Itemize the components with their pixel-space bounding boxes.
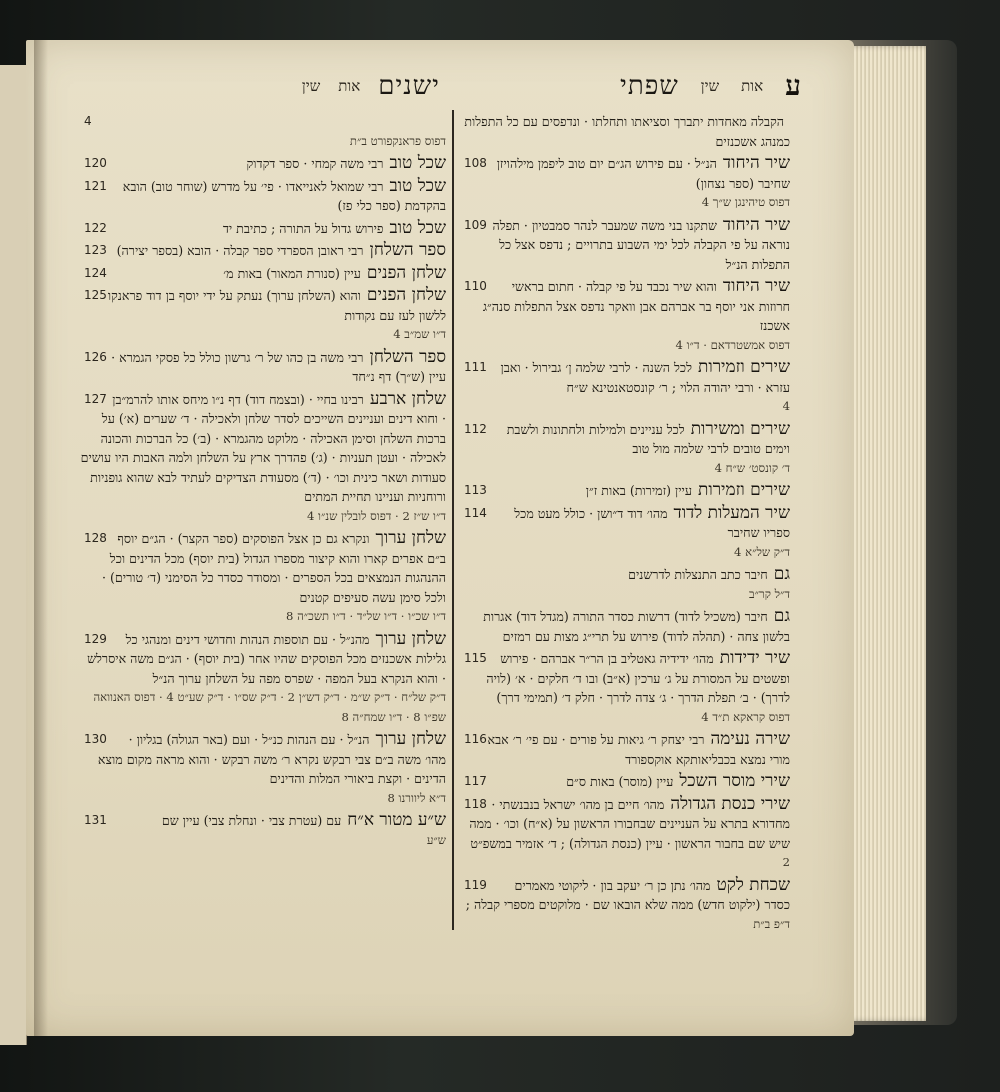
letter-label-left: אות: [338, 76, 361, 95]
catalog-entry: [460, 607, 790, 646]
entry-number: 113: [464, 483, 487, 497]
entry-description: פירוש גדול על התורה ; כתיבת יד: [222, 220, 384, 236]
entry-title: שיר ידידות: [719, 648, 790, 668]
entry-title: שכל טוב: [389, 217, 446, 238]
catalog-entry: [460, 504, 790, 563]
letter-name-left: שין: [301, 76, 321, 95]
entry-description: והוא (השלחן ערוך) נעתק על ידי יוסף בן דוד פראנקו ללשון לעז עם נקודות: [107, 288, 446, 323]
entry-number: 128: [84, 531, 107, 545]
entry-description: הנ״ל · עם פירוש הג״ם יום טוב ליפמן מילהויזן שחיבר (ספר נצחון): [496, 156, 790, 191]
entry-number: 4: [84, 114, 92, 128]
entry-description: לכל עניינים ולמילות ולחתונות ולשבת וימים טובים לרבי שלמה מול טוב: [506, 421, 790, 456]
catalog-entry: [80, 219, 446, 239]
catalog-entry: [460, 154, 790, 213]
entry-number: 115: [464, 651, 487, 665]
entry-description: לכל השנה · לרבי שלמה ן׳ גבירול · ואבן עזרא · ורבי יהודה הלוי ; ר׳ קונסטאנטינא ש״ח: [500, 360, 790, 395]
entry-print-info: ד״ל קר״ב: [749, 586, 790, 601]
entry-title: שיר המעלות לדוד: [673, 502, 790, 523]
catalog-entry: [80, 630, 446, 728]
letter-name-right: שין: [700, 76, 720, 95]
entry-description: והוא שיר נכבד על פי קבלה · חתום בראשי חרוזות אני יוסף בר אברהם אבן וואקר נדפס אצל התפלות סנה״ג אשכנז: [482, 279, 790, 333]
entry-number: 123: [84, 243, 107, 257]
entry-title: שירים וזמירות: [697, 480, 790, 500]
entry-number: 131: [84, 813, 107, 827]
entry-description: שתקנו בני משה שמעבר לנהר סמבטיון · תפלה נוראה על פי הקבלה לכל ימי השבוע בתרויים ; נדפס אצל כל התפלות הנ״ל: [492, 217, 790, 272]
catalog-entry: [80, 811, 446, 850]
entry-description: מהנ״ל · עם תוספות הנהות וחדושי דינים ומנהגי כל גלילות אשכנזים מכל הפוסקים שהיו אחר (בית יוסף) · הג״ם משה איסרלש · והוא הנקרא בעל המפה · שפרס מפה על השלחן ערוך הנ״ל: [87, 631, 446, 686]
entry-description: רבי משה קמחי · ספר דקדוק: [246, 156, 384, 171]
entry-number: 109: [464, 217, 487, 232]
entry-title: שכל טוב: [389, 175, 446, 196]
entry-number: 114: [464, 505, 487, 520]
entry-number: 110: [464, 279, 487, 293]
entry-number: 122: [84, 220, 107, 235]
entry-description: חיבר (משכיל לדוד) דרשות כסדר התורה (מגדל דוד) אגרות בלשון צחה · (תהלה לדוד) פירוש על תרי״ג מצות עם רמזים: [483, 609, 790, 644]
catalog-entry: [460, 277, 790, 355]
catalog-entry: [460, 420, 790, 479]
catalog-entry: [80, 730, 446, 808]
entry-number: 111: [464, 360, 487, 374]
entry-title: שירי מוסר השכל: [679, 771, 790, 791]
catalog-entry: [80, 177, 446, 216]
entry-title: שירים ומשירות: [690, 418, 790, 439]
entry-description: עיין (זמירות) באות ז״ן: [585, 483, 692, 498]
page-letter: ע: [785, 69, 801, 102]
catalog-entry: [80, 112, 446, 151]
entry-print-info: 2: [782, 855, 790, 869]
entry-number: 124: [84, 265, 107, 280]
entry-description: רבי יצחק ר׳ גיאות על פורים · עם פי׳ ר׳ אבא מורי נמצא בכבליאותקא אוקספורד: [487, 732, 790, 767]
letter-label-right: אות: [741, 76, 764, 95]
running-title-right: שפתי: [620, 71, 679, 101]
entry-number: 121: [84, 178, 107, 193]
entry-title: שלחן הפנים: [366, 262, 446, 283]
entry-title: שכל טוב: [389, 153, 446, 173]
running-header-right: [536, 66, 801, 106]
entry-title: שלחן ערוך: [375, 528, 446, 548]
entry-description: עם (עטרת צבי · ונחלת צבי) עיין שם: [161, 813, 342, 828]
entry-description: מהו׳ דוד ד״ושן · כולל מעט מכל ספריו שחיבר: [514, 505, 790, 540]
entry-title: ש״ע מטור א״ח: [347, 810, 446, 830]
entry-title: שלחן ארבע: [369, 388, 446, 409]
entry-number: 119: [464, 877, 487, 892]
entry-description: מהו׳ חיים בן מהו׳ ישראל בנבנשתי · מחדורא בתרא על העניינים שבחבורו הראשון על (א״ח) וכו׳ · ממה שיש שם בחבור הראשון · עיין (כנסת הגדולה) ; ד׳ אזמיר במשפ״ט: [469, 796, 790, 851]
catalog-entry: [460, 772, 790, 792]
catalog-entry: [460, 112, 790, 151]
entry-title: שירים וזמירות: [697, 357, 790, 377]
entry-description: הקבלה מאחדות יתברך וסציאתו ותחלתו · ונדפסים עם כל התפלות כמנהג אשכנזים: [464, 114, 790, 149]
entry-print-info: ד״פ ב״ת: [753, 916, 790, 931]
catalog-entry: [80, 348, 446, 387]
entry-print-info: דפוס אמשטרדאם · ד״ו 4: [675, 337, 790, 352]
entry-print-info: דפוס קראקא ת״ד 4: [701, 709, 790, 724]
entry-number: 117: [464, 774, 487, 788]
entry-print-info: ד״ק של״א 4: [734, 544, 790, 559]
entry-title: שיר היחוד: [722, 214, 790, 235]
entry-number: 125: [84, 288, 107, 302]
entry-number: 108: [464, 156, 487, 170]
catalog-entry: [460, 795, 790, 873]
catalog-entry: [460, 730, 790, 769]
catalog-entry: [80, 154, 446, 174]
entry-number: 118: [464, 796, 487, 811]
entry-title: שלחן ערוך: [375, 628, 446, 649]
entry-print-info: ד׳ קונסט׳ ש״ח 4: [714, 460, 790, 475]
entry-number: 116: [464, 732, 487, 746]
catalog-entry: [460, 216, 790, 275]
entry-print-info: ד״ק של״ח · ד״ק ש״מ · ד״ק דש״ן 2 · ד״ק שס״ו · ד״ק שע״ט 4 · דפוס האנוואה שפ״ו 8 · ד״ו שמח״ה 8: [93, 690, 446, 724]
entry-print-info: ד״ו שכ״ו · ד״ו של״ד · ד״ו תשכ״ה 8: [286, 609, 446, 623]
catalog-entry: [80, 286, 446, 345]
entry-title: ספר השלחן: [369, 346, 446, 367]
entry-number: 127: [84, 391, 107, 406]
entry-print-info: ש״ע: [426, 832, 446, 847]
running-header-left: [240, 66, 440, 106]
entry-title: ספר השלחן: [369, 240, 446, 260]
entry-description: רבינו בחיי · (ובצמח דוד) דף נ״ו מיחס אותו להרמ״בן · וחוא דינים ועניינים השייכים לסדר שלחן ולאכילה · ד׳ שערים (א׳) על ברכות השלחן וסימן האכילה · מלוקט מהגמרא · (ב׳) כל הברכות והכונה לאכילה · ועטן תעניות · (ג׳) פהדרך ארץ על השלחן ולמה האבות היו עושים סעודות ושאר כינית וכו׳ · (ד׳) מסעודת הצדיקים לעתיד לבא שהוא גופניות ורוחניות ועניינו תחיית המתים: [80, 391, 446, 504]
entry-number: 129: [84, 631, 107, 646]
entry-description: רבי משה בן כהו של ר׳ גרשון כולל כל פסקי הגמרא · עיין (ש״ך) דף נ״חד: [111, 349, 446, 384]
entry-print-info: דפוס פראנקפורט ב״ת: [349, 133, 446, 148]
entry-number: 120: [84, 156, 107, 170]
entry-description: מהו׳ נתן כן ר׳ יעקב בון · ליקוטי מאמרים כסדר (ילקוט חדש) ממה שלא הובאו שם · מלוקטים מספרי קבלה ;: [465, 877, 790, 912]
entry-title: שיר היחוד: [722, 153, 790, 173]
catalog-entry: [460, 358, 790, 417]
left-column: [80, 112, 446, 853]
catalog-entry: [460, 876, 790, 935]
entry-print-info: ד״ו ש״ז 2 · דפוס לובלין שנ״ו 4: [306, 508, 446, 523]
entry-title: גם: [773, 606, 790, 626]
page-gutter-shadow: [34, 40, 48, 1036]
entry-description: עיין (סנורת המאור) באות מ׳: [223, 265, 361, 281]
entry-title: גם: [773, 564, 790, 584]
entry-description: עיין (מוסר) באות ס״ם: [566, 774, 674, 789]
entry-title: שירה נעימה: [710, 729, 790, 749]
entry-title: שלחן ערוך: [375, 729, 446, 749]
entry-description: הנ״ל · עם הנהות כנ״ל · ועם (באר הגולה) בגליון · מהו׳ משה ב״ם צבי רבקש נקרא ר׳ משה רבקש · והוא מראה מקום מוצא הדינים · וקצת ביאורי המלות והדינים: [97, 732, 446, 786]
entry-print-info: ד״ו שמ״ב 4: [393, 327, 446, 341]
catalog-entry: [80, 529, 446, 627]
right-column: [460, 112, 790, 937]
running-title-left: ישנים: [378, 71, 440, 101]
entry-title: שירי כנסת הגדולה: [670, 793, 790, 814]
catalog-entry: [80, 264, 446, 284]
entry-description: רבי שמואל לאנייאדו · פי׳ על מדרש (שוחר טוב) הובא בהקדמת (ספר כלי פז): [122, 178, 446, 213]
entry-print-info: 4: [782, 399, 790, 413]
column-divider: [452, 110, 454, 930]
entry-description: מהו׳ ידידיה גאטליב בן הר״ר אברהם · פירוש ופשטים על המסורת על ג׳ ערכין (א״ב) ובו ד׳ חלקים · א׳ (לויה לדרך) · ב׳ תפלת הדרך · ג׳ צדה לדרך · חלק ד׳ (תמימי דרך): [486, 651, 790, 705]
catalog-entry: [460, 649, 790, 727]
entry-description: חיבר כתב התנצלות לדרשנים: [628, 567, 768, 582]
entry-description: ונקרא גם כן אצל הפוסקים (ספר הקצר) · הג״ם יוסף ב״ם אפרים קארו והוא קיצור מספרו הגדול (בית יוסף) מכל הדינים וכל ההנהגות הנמצאים בכל הספרים · ומסודר כסדר כל הסימני (ד׳ טורים) · ולכל סימן עשה סעיפים קטנים: [102, 531, 446, 605]
facing-page-edge: [0, 65, 27, 1045]
entry-print-info: דפוס טיהינגן ש״ך 4: [701, 195, 790, 209]
entry-description: רבי ראובן הספרדי ספר קבלה · הובא (בספר יצירה): [116, 243, 364, 258]
entry-print-info: ד״א ליוורנו 8: [387, 790, 446, 805]
catalog-entry: [80, 390, 446, 527]
entry-number: 126: [84, 349, 107, 364]
entry-title: שיר היחוד: [722, 276, 790, 296]
entry-number: 130: [84, 732, 107, 746]
entry-number: 112: [464, 421, 487, 436]
entry-title: שלחן הפנים: [366, 285, 446, 305]
catalog-entry: [460, 565, 790, 604]
catalog-entry: [80, 241, 446, 261]
entry-title: שכחת לקט: [716, 874, 790, 895]
catalog-entry: [460, 481, 790, 501]
